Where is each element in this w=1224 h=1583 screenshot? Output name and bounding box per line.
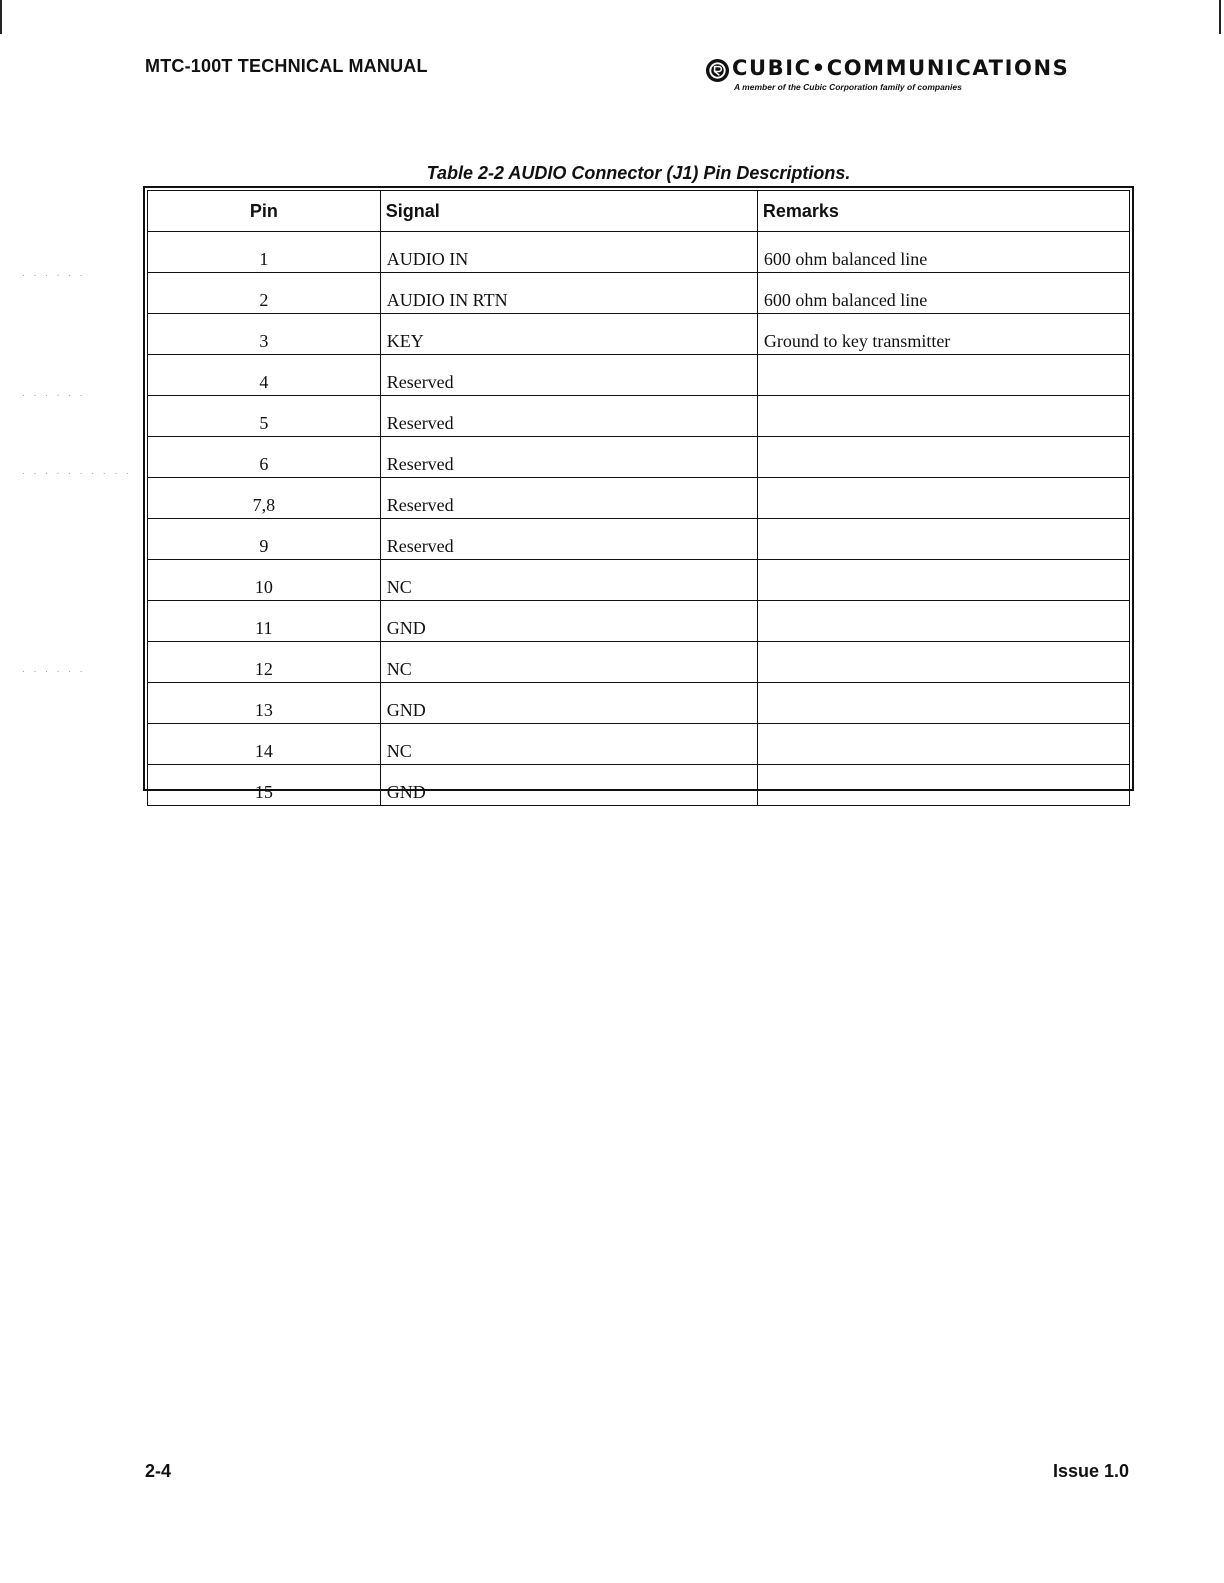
remarks-cell [757, 683, 1129, 724]
table-row [148, 437, 1130, 478]
pin-cell: 13 [148, 683, 381, 724]
remarks-cell [757, 765, 1129, 806]
page-number: 2-4 [145, 1461, 172, 1481]
logo-tagline: A member of the Cubic Corporation family of companies [734, 82, 962, 92]
pin-cell: 15 [148, 765, 381, 806]
table-row [148, 642, 1130, 683]
table-row [148, 519, 1130, 560]
signal-cell: AUDIO IN RTN [380, 273, 757, 314]
company-logo [705, 56, 1135, 96]
margin-artifact: . . . . . . [22, 388, 86, 399]
signal-cell: Reserved [380, 519, 757, 560]
page-edge-mark [1219, 0, 1221, 34]
table-row [148, 683, 1130, 724]
remarks-cell [757, 642, 1129, 683]
table-row [148, 560, 1130, 601]
remarks-cell [757, 396, 1129, 437]
pin-cell: 14 [148, 724, 381, 765]
issue-label: Issue 1.0 [1052, 1461, 1129, 1481]
pin-cell: 4 [148, 355, 381, 396]
signal-cell: GND [380, 601, 757, 642]
signal-cell: GND [380, 683, 757, 724]
signal-cell: Reserved [380, 437, 757, 478]
table-header-row [148, 191, 1130, 232]
pin-cell: 7,8 [148, 478, 381, 519]
margin-artifact: . . . . . . [22, 268, 86, 279]
table-row [148, 314, 1130, 355]
remarks-cell [757, 355, 1129, 396]
pin-description-table [147, 190, 1130, 806]
signal-cell: GND [380, 765, 757, 806]
remarks-cell: 600 ohm balanced line [757, 232, 1129, 273]
remarks-cell: 600 ohm balanced line [757, 273, 1129, 314]
pin-table-frame [143, 186, 1134, 802]
remarks-cell [757, 437, 1129, 478]
signal-cell: Reserved [380, 396, 757, 437]
logo-company-name: CUBIC•COMMUNICATIONS [732, 56, 1070, 80]
table-row [148, 355, 1130, 396]
signal-cell: NC [380, 724, 757, 765]
pin-cell: 5 [148, 396, 381, 437]
remarks-cell [757, 478, 1129, 519]
table-caption: Table 2-2 AUDIO Connector (J1) Pin Descriptions. [426, 163, 851, 183]
pin-cell: 12 [148, 642, 381, 683]
table-row [148, 273, 1130, 314]
table-body [148, 232, 1130, 806]
remarks-cell [757, 601, 1129, 642]
table-row [148, 765, 1130, 806]
table-row [148, 724, 1130, 765]
remarks-cell [757, 724, 1129, 765]
remarks-cell: Ground to key transmitter [757, 314, 1129, 355]
manual-title: MTC-100T TECHNICAL MANUAL [145, 56, 428, 76]
table-row [148, 396, 1130, 437]
signal-cell: NC [380, 560, 757, 601]
pin-cell: 3 [148, 314, 381, 355]
signal-cell: Reserved [380, 355, 757, 396]
margin-artifact: . . . . . . [22, 664, 86, 675]
pin-cell: 6 [148, 437, 381, 478]
margin-artifact: . . . . . . . . . . [22, 466, 132, 477]
pin-cell: 2 [148, 273, 381, 314]
signal-cell: KEY [380, 314, 757, 355]
pin-cell: 11 [148, 601, 381, 642]
table-row [148, 601, 1130, 642]
signal-cell: AUDIO IN [380, 232, 757, 273]
signal-cell: Reserved [380, 478, 757, 519]
column-header-signal: Signal [380, 191, 757, 232]
cubic-seal-icon [705, 58, 730, 83]
table-row [148, 478, 1130, 519]
table-row [148, 232, 1130, 273]
pin-cell: 10 [148, 560, 381, 601]
column-header-pin: Pin [148, 191, 381, 232]
signal-cell: NC [380, 642, 757, 683]
pin-cell: 9 [148, 519, 381, 560]
page-edge-mark [0, 0, 2, 34]
pin-cell: 1 [148, 232, 381, 273]
remarks-cell [757, 560, 1129, 601]
remarks-cell [757, 519, 1129, 560]
column-header-remarks: Remarks [757, 191, 1129, 232]
